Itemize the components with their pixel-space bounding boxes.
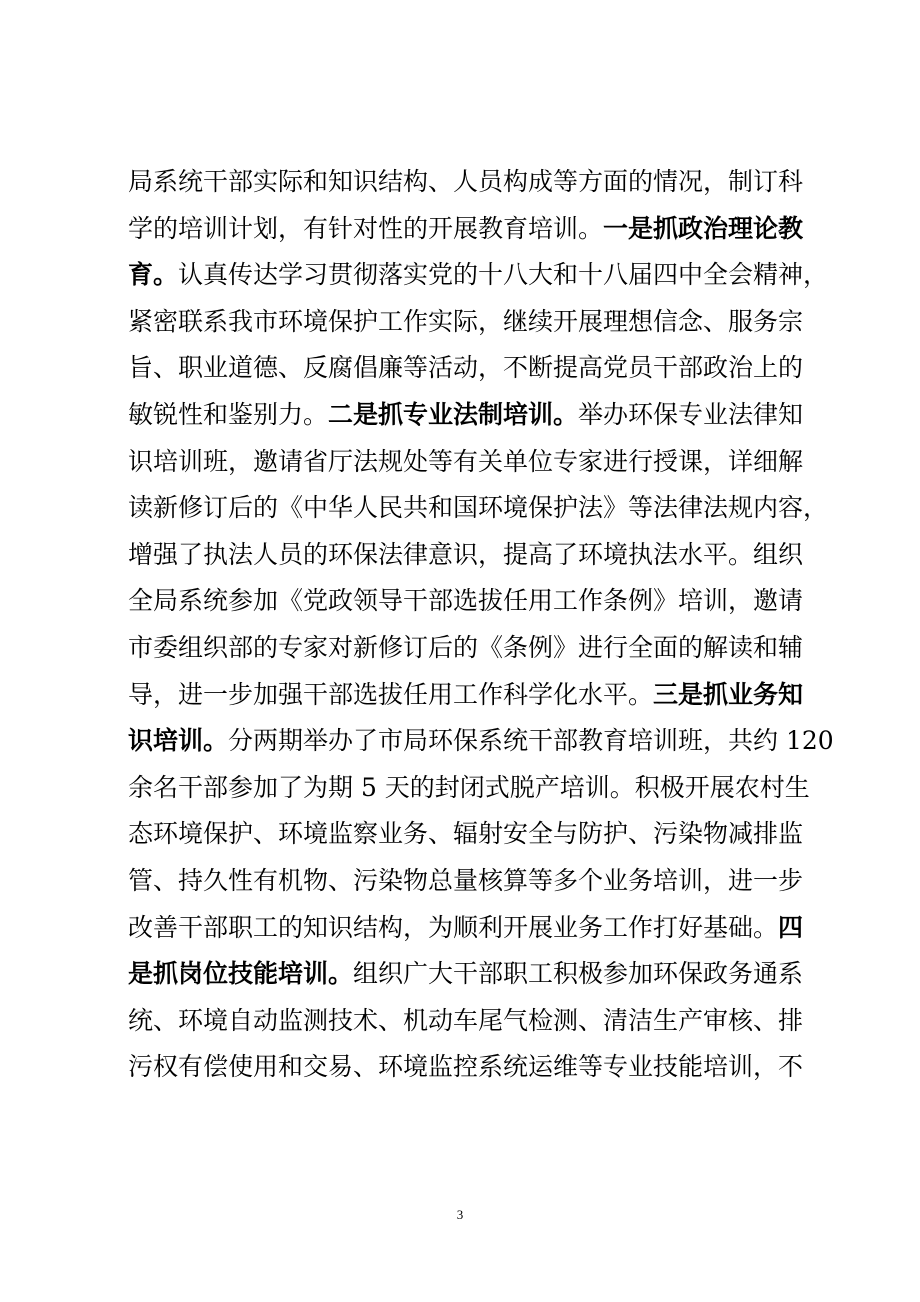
text-line: [128, 535, 804, 575]
text-line: [128, 488, 829, 528]
text-segment: 旨、职业道德、反腐倡廉等活动，不断提高党员干部政治上的: [128, 353, 804, 383]
text-line: [128, 675, 804, 715]
text-segment: 市委组织部的专家对新修订后的《条例》进行全面的解读和辅: [128, 633, 804, 662]
text-segment: 管、持久性有机物、污染物总量核算等多个业务培训，进一步: [128, 866, 804, 895]
bold-heading-segment: 一是抓政治理论教: [603, 213, 804, 243]
text-line: [128, 721, 834, 761]
text-segment: 组织广大干部职工积极参加环保政务通系: [353, 959, 804, 989]
bold-heading-segment: 育。: [128, 260, 179, 290]
text-segment: 统、环境自动监测技术、机动车尾气检测、清洁生产审核、排: [128, 1005, 804, 1035]
text-segment: 导，进一步加强干部选拔任用工作科学化水平。: [128, 679, 654, 709]
bold-heading-segment: 识培训。: [128, 726, 229, 756]
bold-heading-segment: 四: [778, 912, 804, 942]
text-line: [128, 908, 804, 948]
text-segment: 紧密联系我市环境保护工作实际，继续开展理想信念、服务宗: [128, 306, 804, 336]
text-segment: 学的培训计划，有针对性的开展教育培训。: [128, 213, 604, 243]
text-line: [128, 861, 804, 901]
text-line: [128, 255, 829, 295]
text-segment: 分两期举办了市局环保系统干部教育培训班，共约 120: [228, 726, 834, 756]
text-line: [128, 954, 804, 994]
text-segment: 增强了执法人员的环保法律意识，提高了环境执法水平。组织: [128, 539, 804, 569]
text-line: [128, 395, 804, 435]
text-segment: 举办环保专业法律知: [578, 400, 804, 429]
text-segment: 全局系统参加《党政领导干部选拔任用工作条例》培训，邀请: [128, 586, 804, 616]
text-line: [128, 1001, 804, 1041]
bold-heading-segment: 二是抓专业法制培训。: [328, 400, 579, 429]
bold-heading-segment: 是抓岗位技能培训。: [128, 959, 354, 989]
text-line: [128, 302, 804, 342]
text-segment: 读新修订后的《中华人民共和国环境保护法》等法律法规内容，: [128, 493, 829, 523]
text-line: [128, 628, 804, 668]
text-line: [128, 442, 804, 482]
text-line: [128, 814, 804, 854]
text-line: [128, 768, 810, 808]
text-segment: 识培训班，邀请省厅法规处等有关单位专家进行授课，详细解: [128, 446, 804, 476]
text-segment: 污权有偿使用和交易、环境监控系统运维等专业技能培训，不: [128, 1052, 804, 1082]
text-line: [128, 1047, 804, 1087]
text-segment: 改善干部职工的知识结构，为顺利开展业务工作打好基础。: [128, 912, 779, 942]
text-line: [128, 348, 804, 388]
text-segment: 态环境保护、环境监察业务、辐射安全与防护、污染物减排监: [128, 819, 804, 849]
text-line: [128, 209, 804, 249]
page-number: 3: [456, 1207, 464, 1222]
text-segment: 认真传达学习贯彻落实党的十八大和十八届四中全会精神，: [178, 260, 829, 290]
text-segment: 局系统干部实际和知识结构、人员构成等方面的情况，制订科: [128, 167, 804, 196]
text-segment: 敏锐性和鉴别力。: [128, 400, 329, 429]
text-line: [128, 162, 804, 202]
text-line: [128, 581, 804, 621]
bold-heading-segment: 三是抓业务知: [653, 679, 804, 709]
text-segment: 余名干部参加了为期 5 天的封闭式脱产培训。积极开展农村生: [128, 772, 810, 802]
